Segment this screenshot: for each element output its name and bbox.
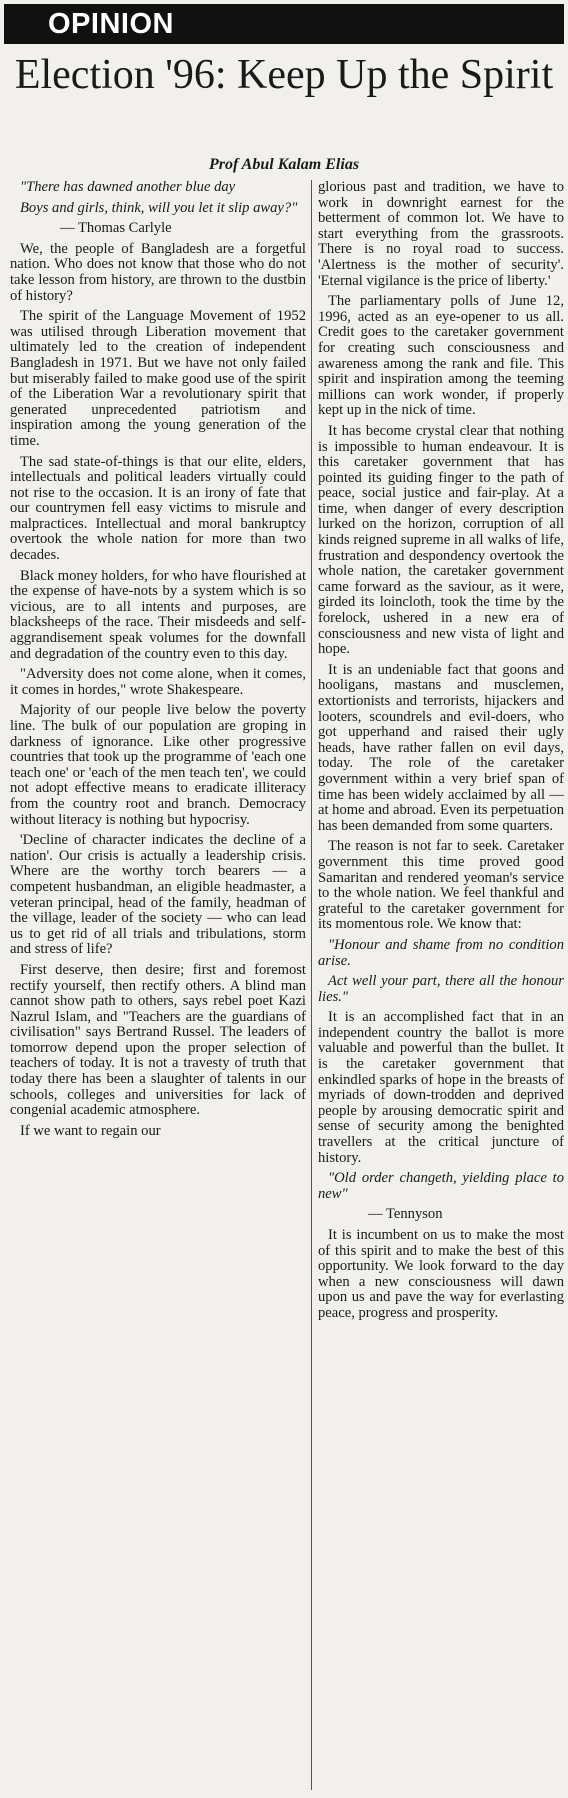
section-banner: OPINION xyxy=(4,4,564,44)
column-divider xyxy=(311,180,312,1790)
paragraph: The spirit of the Language Movement of 1952 was utilised through Liberation movement that ultimately led to the creation of independent Bangladesh in 1971. But we have not only failed but miserably failed to make good use of the spirit of the Liberation War a revolutionary spirit that generated unprecedented patriotism and inspiration among the young generation of the time. xyxy=(10,308,306,449)
headline: Election '96: Keep Up the Spirit xyxy=(14,52,554,98)
verse-line: "Old order changeth, yielding place to new" xyxy=(318,1170,564,1202)
paragraph: The reason is not far to seek. Caretaker government this time proved good Samaritan and rendered yeoman's service to the whole nation. We feel thankful and grateful to the caretaker government for its momentous role. We know that: xyxy=(318,838,564,933)
paragraph: Black money holders, for who have flourished at the expense of have-nots by a system which is so vicious, are to all intents and purposes, are blacksheeps of the race. Their misdeeds and self-aggrandisement speak volumes for the downfall and degradation of the country even to this day. xyxy=(10,567,306,662)
article-column-left xyxy=(10,180,306,1795)
epigraph-line: "There has dawned another blue day xyxy=(20,180,236,195)
paragraph: The sad state-of-things is that our elite, elders, intellectuals and political leaders virtually could not rise to the occasion. It is an irony of fate that our countrymen fell easy victims to misrule and malpractices. Intellectual and moral bankruptcy overtook the whole nation for more than two decades. xyxy=(10,453,306,564)
paragraph: It is incumbent on us to make the most of this spirit and to make the best of this opportunity. We look forward to the day when a new consciousness will dawn upon us and pave the way for everlasting peace, progress and prosperity. xyxy=(318,1227,564,1321)
paragraph: The parliamentary polls of June 12, 1996, acted as an eye-opener to us all. Credit goes to the caretaker government for creating such consciousness and awareness among the rank and file. This spirit and inspiration among the teeming millions can work wonder, if properly kept up in the nick of time. xyxy=(318,293,564,419)
paragraph: 'Decline of character indicates the decline of a nation'. Our crisis is actually a leadership crisis. Where are the worthy torch bearers — a competent husbandman, an eligible headmaster, a veteran principal, head of the family, headman of the village, leader of the society — who can lead us to get rid of all trials and tribulations, storm and stress of life? xyxy=(10,832,306,958)
paragraph: glorious past and tradition, we have to work in downright earnest for the betterment of common lot. We have to start everything from the grassroots. There is no royal road to success. 'Alertness is the mother of security'. 'Eternal vigilance is the price of liberty.' xyxy=(318,180,564,289)
paragraph: It is an accomplished fact that in an independent country the ballot is more valuable and powerful than the bullet. It is the caretaker government that enkindled sparks of hope in the breasts of myriads of down-trodden and deprived people by arousing democratic spirit and sense of security among the benighted travellers at the critical juncture of history. xyxy=(318,1009,564,1166)
paragraph: It has become crystal clear that nothing is impossible to human endeavour. It is this caretaker government that has pointed its guiding finger to the path of peace, social justice and fair-play. At a time, when danger of every description lurked on the horizon, corruption of all kinds reigned supreme in all walks of life, frustration and despondency overtook the whole nation, the caretaker government came forward as the saviour, as it were, girded its loincloth, took the time by the forelock, ushered in a new era of consciousness and new vista of light and hope. xyxy=(318,422,564,658)
epigraph-author: — Thomas Carlyle xyxy=(60,220,172,237)
paragraph: We, the people of Bangladesh are a forgetful nation. Who does not know that those who do not take lesson from history, are thrown to the dustbin of history? xyxy=(10,240,306,304)
paragraph: Majority of our people live below the poverty line. The bulk of our population are groping in darkness of ignorance. Like other progressive countries that took up the programme of 'each one teach one' or 'each of the men teach ten', we could not adopt effective means to eradicate illiteracy from the country root and branch. Democracy without literacy is nothing but hypocrisy. xyxy=(10,702,306,828)
byline: Prof Abul Kalam Elias xyxy=(208,156,360,173)
paragraph: First deserve, then desire; first and foremost rectify yourself, then rectify others. A blind man cannot show path to others, says rebel poet Kazi Nazrul Islam, and "Teachers are the guardians of civilisation" says Bertrand Russel. The leaders of tomorrow depend upon the proper selection of teachers of today. It is not a travesty of truth that today there has been a slaughter of talents in our schools, colleges and universities for lack of congenial academic atmosphere. xyxy=(10,961,306,1119)
verse-author: — Tennyson xyxy=(368,1206,443,1223)
paragraph: If we want to regain our xyxy=(20,1122,161,1139)
verse-line: Act well your part, there all the honour lies." xyxy=(318,973,564,1005)
paragraph: "Adversity does not come alone, when it comes, it comes in hordes," wrote Shakespeare. xyxy=(10,666,306,698)
verse-line: "Honour and shame from no condition arise. xyxy=(318,936,564,969)
paragraph: It is an undeniable fact that goons and hooligans, mastans and musclemen, extortionists and terrorists, hijackers and looters, scoundrels and evil-doers, who got upperhand and raised their ugly heads, have rather fallen on evil days, today. The role of the caretaker government within a very brief span of time has been widely acclaimed by all — at home and abroad. Even its perpetuation has been demanded from some quarters. xyxy=(318,661,564,834)
epigraph-line: Boys and girls, think, will you let it slip away?" xyxy=(20,199,298,216)
article-column-right xyxy=(318,180,564,1795)
